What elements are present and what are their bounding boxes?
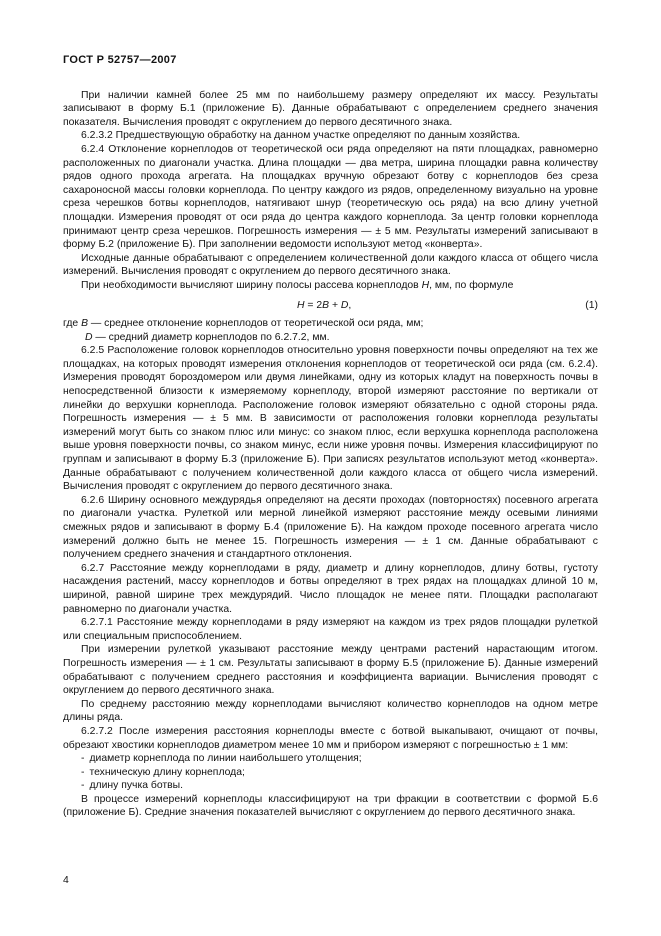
- where-rest-d: — средний диаметр корнеплодов по 6.2.7.2, мм.: [92, 331, 330, 343]
- where-rest-b: — среднее отклонение корнеплодов от теоретической оси ряда, мм;: [88, 318, 424, 330]
- dash-marker: -: [81, 780, 85, 792]
- list-item-tops: [63, 779, 598, 793]
- paragraph-initial-data: Исходные данные обрабатывают с определением количественной доли каждого класса от общего числа измерений. Вычисления проводят с округлением до первого десятичного знака.: [63, 252, 598, 278]
- list-item-diameter: [63, 752, 598, 766]
- where-var-d: D: [85, 331, 93, 343]
- formula-number: (1): [585, 299, 598, 311]
- paragraph-6-2-5: 6.2.5 Расположение головок корнеплодов относительно уровня поверхности почвы определяют на тех же площадках, на которых проводят измерения отклонения корнеплодов от теоретической оси ряда (см. 6.2.4). Измерения проводят бороздомером или двумя линейками, одну из которых кладут на поверхность почвы в непосредственной близости к измеряемому корнеплоду, второй измеряют расстояние по вертикали от линейки до верхушки корнеплода. Расположение головок измеряют обязательно с одной стороны ряда. Погрешность измерения — ± 5 мм. В зависимости от расположения головки корнеплода результаты измерений могут быть со знаком плюс или минус: со знаком плюс, если верхушка корнеплода расположена выше уровня поверхности почвы, со знаком минус, если ниже уровня почвы. Измерения классифицируют по группам и записывают в форму Б.3 (приложение Б). При записях результатов используют метод «конверта». Данные обрабатывают с получением количественной доли каждого класса от общего числа измерений. Вычисления проводят с округлением до первого десятичного знака.: [63, 345, 598, 493]
- where-line-d: [63, 331, 598, 345]
- where-line-b: [63, 317, 598, 331]
- dash-marker: -: [81, 766, 85, 778]
- list-item-text: длину пучка ботвы.: [89, 780, 184, 792]
- paragraph-6-2-4: 6.2.4 Отклонение корнеплодов от теоретической оси ряда определяют на пяти площадках, равномерно расположенных по диагонали участка. Длина площадки — два метра, ширина площадки равна количеству рядов одного прохода агрегата. На площадках вручную обрезают ботву с корнеплодов без среза сахароносной массы головки корнеплода. По центру каждого из рядов, определенному визуально на уровне среза черешков ботвы корнеплодов, натягивают шнур (теоретическую ось ряда) на всю длину учетной площадки. Измерения проводят от оси ряда до центра каждого корнеплода. За центр головки корнеплода принимают центр среза черешков. Погрешность измерения — ± 5 мм. Результаты измерений записывают в форму Б.2 (приложение Б). При заполнении ведомости используют метод «конверта».: [63, 143, 598, 251]
- dash-marker: -: [81, 753, 85, 765]
- paragraph-tape-measure: При измерении рулеткой указывают расстояние между центрами растений нарастающим итогом. Погрешность измерения — ± 1 см. Результаты записывают в форму Б.5 (приложение Б). Данные измерений обрабатывают с получением среднего расстояния и коэффициента вариации. Вычисления проводят с округлением до первого десятичного знака.: [63, 644, 598, 697]
- page-number: 4: [63, 875, 69, 887]
- list-item-text: техническую длину корнеплода;: [89, 766, 245, 778]
- paragraph-6-2-6: 6.2.6 Ширину основного междурядья определяют на десяти проходах (повторностях) посевного агрегата по диагонали участка. Рулеткой или мерной линейкой измеряют расстояние между осевыми линиями смежных рядов и записывают в форму Б.4 (приложение Б). На каждом проходе посевного агрегата число измерений должно быть не менее 15. Погрешность измерения — ± 1 см. Данные обрабатывают с получением среднего значения и стандартного отклонения.: [63, 494, 598, 561]
- where-var-b: B: [81, 318, 88, 330]
- formula: [63, 299, 585, 313]
- formula-where-block: [63, 317, 598, 344]
- where-prefix: где: [63, 318, 82, 330]
- paragraph-6-2-7-1: 6.2.7.1 Расстояние между корнеплодами в ряду измеряют на каждом из трех рядов площадки рулеткой или специальным приспособлением.: [63, 617, 598, 642]
- formula-comma: ,: [348, 299, 352, 311]
- body-text: [63, 89, 598, 820]
- paragraph-stones: При наличии камней более 25 мм по наибольшему размеру определяют их массу. Результаты записывают в форму Б.1 (приложение Б). Данные обрабатывают с определением среднего значения показателя. Вычисления проводят с округлением до первого десятичного знака.: [63, 89, 598, 128]
- formula-plus: +: [329, 299, 341, 311]
- paragraph-average-distance: По среднему расстоянию между корнеплодами вычисляют количество корнеплодов на одном метре длины ряда.: [63, 698, 598, 724]
- formula-intro-after: , мм, по формуле: [429, 279, 514, 291]
- paragraph-6-2-7-2: 6.2.7.2 После измерения расстояния корнеплоды вместе с ботвой выкапывают, очищают от почвы, обрезают хвостики корнеплодов диаметром менее 10 мм и прибором измеряют с погрешностью ± 1 мм:: [63, 725, 598, 751]
- list-item-length: [63, 766, 598, 780]
- paragraph-formula-intro: [63, 279, 598, 293]
- formula-intro-before: При необходимости вычисляют ширину полосы рассева корнеплодов: [81, 279, 422, 291]
- formula-intro-variable: H: [421, 279, 430, 291]
- paragraph-fractions: В процессе измерений корнеплоды классифицируют на три фракции в соответствии с формой Б.6 (приложение Б). Средние значения показателей вычисляют с округлением до первого десятичного знака.: [63, 793, 598, 819]
- formula-var-b: B: [322, 299, 330, 311]
- formula-row: [63, 299, 598, 313]
- formula-var-d: D: [340, 299, 349, 311]
- formula-var-h: H: [296, 299, 305, 311]
- list-item-text: диаметр корнеплода по линии наибольшего утолщения;: [89, 753, 362, 765]
- paragraph-6-2-3-2: 6.2.3.2 Предшествующую обработку на данном участке определяют по данным хозяйства.: [81, 130, 521, 142]
- formula-equals: = 2: [304, 299, 323, 311]
- standard-number-header: ГОСТ Р 52757—2007: [63, 54, 177, 66]
- paragraph-6-2-7: 6.2.7 Расстояние между корнеплодами в ряду, диаметр и длину корнеплодов, длину ботвы, густоту насаждения растений, массу корнеплодов и ботвы определяют в трех рядах на площадках длиной 10 м, шириной, равной ширине трех междурядий. Число площадок не менее пяти. Площадки располагают равномерно по диагонали участка.: [63, 562, 598, 615]
